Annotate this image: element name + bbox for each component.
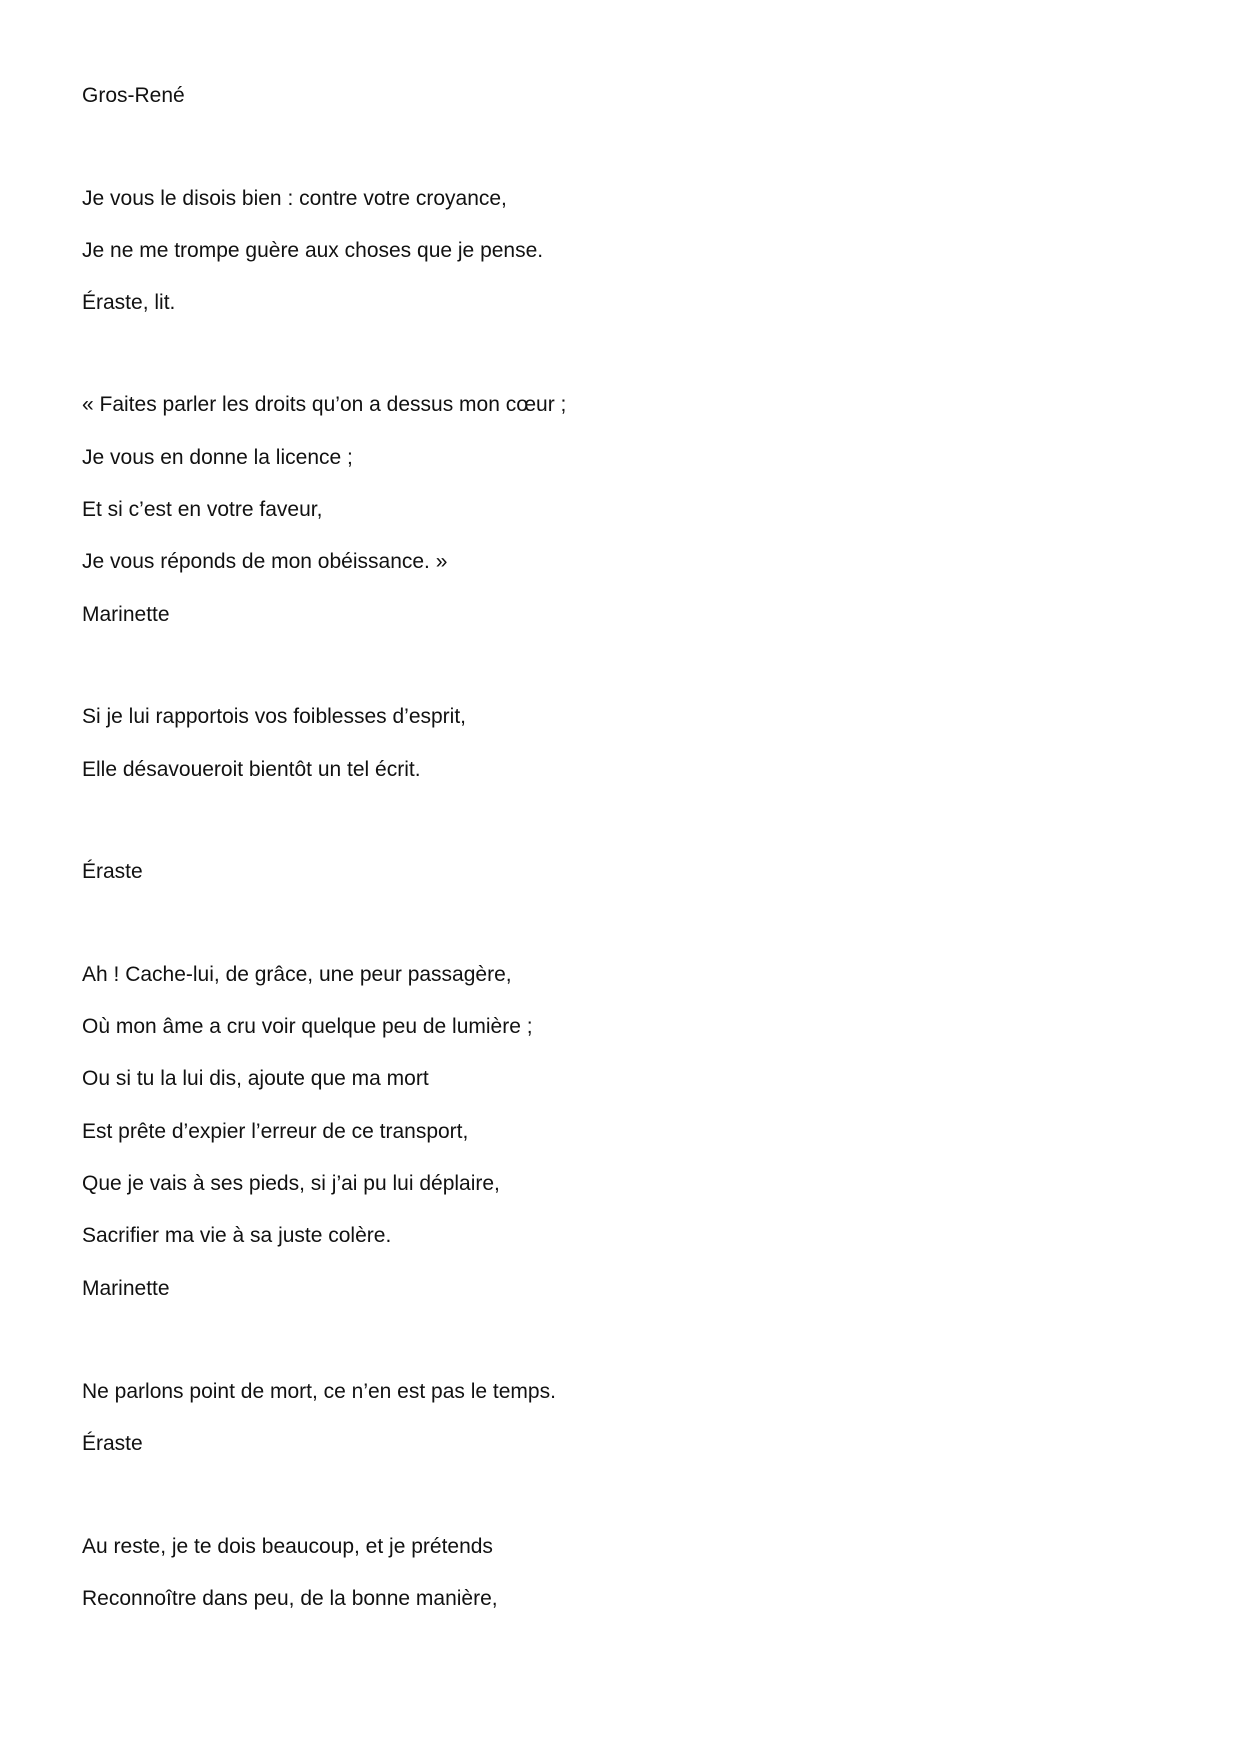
speaker-name: Éraste — [82, 860, 143, 883]
verse-line: Je vous réponds de mon obéissance. » — [82, 550, 448, 573]
verse-line: Si je lui rapportois vos foiblesses d’esprit, — [82, 705, 467, 728]
speaker-name: Marinette — [82, 603, 170, 626]
verse-line: Je vous en donne la licence ; — [82, 446, 353, 469]
speaker-name: Éraste, lit. — [82, 291, 176, 314]
verse-line: Reconnoître dans peu, de la bonne manière, — [82, 1587, 498, 1610]
verse-line: Où mon âme a cru voir quelque peu de lumière ; — [82, 1015, 533, 1038]
verse-line: Est prête d’expier l’erreur de ce transport, — [82, 1120, 469, 1143]
verse-line: Ah ! Cache-lui, de grâce, une peur passagère, — [82, 963, 512, 986]
verse-line: Je ne me trompe guère aux choses que je pense. — [82, 239, 544, 262]
verse-line: « Faites parler les droits qu’on a dessus mon cœur ; — [82, 393, 567, 416]
verse-line: Sacrifier ma vie à sa juste colère. — [82, 1224, 392, 1247]
verse-line: Et si c’est en votre faveur, — [82, 498, 323, 521]
speaker-name: Éraste — [82, 1432, 143, 1455]
verse-line: Ne parlons point de mort, ce n’en est pas le temps. — [82, 1380, 556, 1403]
verse-line: Au reste, je te dois beaucoup, et je prétends — [82, 1535, 493, 1558]
speaker-name: Marinette — [82, 1277, 170, 1300]
verse-line: Elle désavoueroit bientôt un tel écrit. — [82, 758, 421, 781]
verse-line: Je vous le disois bien : contre votre croyance, — [82, 187, 507, 210]
speaker-name: Gros-René — [82, 84, 185, 107]
verse-line: Ou si tu la lui dis, ajoute que ma mort — [82, 1067, 429, 1090]
verse-line: Que je vais à ses pieds, si j’ai pu lui déplaire, — [82, 1172, 500, 1195]
